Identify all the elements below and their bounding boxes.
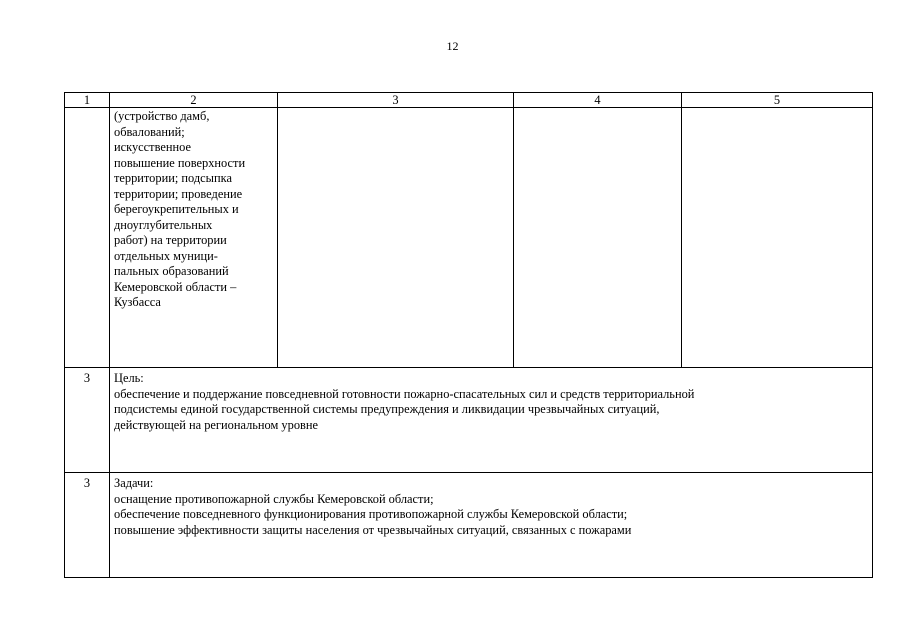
header-cell-5: 5 (682, 93, 873, 108)
goal-label: Цель: (114, 371, 144, 385)
row1-cell-3 (278, 108, 514, 368)
description-line: берегоукрепительных и (114, 202, 239, 216)
tasks-cell (110, 473, 873, 578)
header-cell-3: 3 (278, 93, 514, 108)
task-line: повышение эффективности защиты населения от чрезвычайных ситуаций, связанных с пожарами (114, 522, 632, 537)
description-line: Кемеровской области – (114, 279, 237, 294)
program-table (64, 92, 873, 578)
page-number: 12 (446, 39, 459, 53)
description-line: обвалований; (114, 124, 185, 139)
goal-line: действующей на региональном уровне (114, 417, 318, 432)
description-line: искусственное (114, 140, 191, 154)
goal-line: подсистемы единой государственной системы предупреждения и ликвидации чрезвычайных ситуаций, (114, 402, 660, 416)
table-header-row (65, 93, 873, 108)
table-row (65, 108, 873, 368)
row1-cell-4 (514, 108, 682, 368)
row2-number: 3 (65, 368, 110, 473)
goal-line: обеспечение и поддержание повседневной готовности пожарно-спасательных сил и средств территориальной (114, 386, 695, 401)
header-cell-2: 2 (110, 93, 278, 108)
row1-description-cell (110, 108, 278, 368)
description-line: повышение поверхности (114, 155, 246, 170)
goal-cell (110, 368, 873, 473)
table-row (65, 368, 873, 473)
description-line: пальных образований (114, 264, 229, 278)
description-line: (устройство дамб, (114, 109, 210, 123)
description-line: отдельных муници- (114, 248, 218, 263)
description-line: дноуглубительных (114, 217, 213, 232)
description-line: территории; проведение (114, 186, 243, 201)
header-cell-1: 1 (65, 93, 110, 108)
header-cell-4: 4 (514, 93, 682, 108)
description-line: работ) на территории (114, 233, 227, 247)
task-line: оснащение противопожарной службы Кемеровской области; (114, 491, 434, 506)
tasks-label: Задачи: (114, 476, 154, 490)
task-line: обеспечение повседневного функционирования противопожарной службы Кемеровской области; (114, 507, 628, 521)
row1-number-cell (65, 108, 110, 368)
description-line: территории; подсыпка (114, 171, 232, 185)
table-row (65, 473, 873, 578)
row3-number: 3 (65, 473, 110, 578)
row1-cell-5 (682, 108, 873, 368)
description-line: Кузбасса (114, 295, 161, 309)
